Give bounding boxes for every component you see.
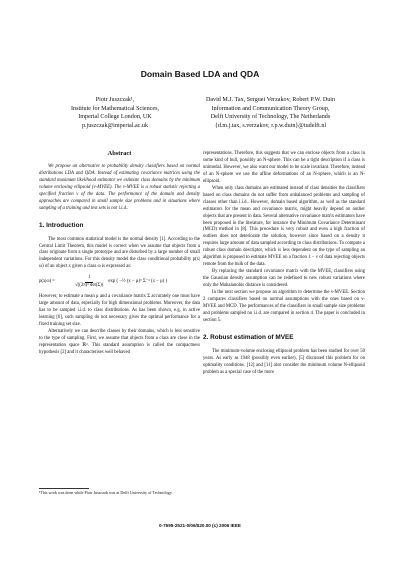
- author-email: p.juszczak@imperial.ac.uk: [81, 122, 148, 129]
- equation-denominator: √((2π)ᵈ det(Σ)): [75, 283, 104, 289]
- paper-title: Domain Based LDA and QDA: [140, 69, 260, 79]
- equation-lhs: p(x|ω) =: [39, 279, 56, 285]
- equation-fraction: [75, 275, 103, 290]
- footnote: ¹This work was done while Piotr Juszczak was at Delft University of Technology.: [39, 490, 173, 495]
- paragraph: When only class domains are estimated instead of class densities the classifiers based on class domains do not suffer from unbalanced problems and sampling of classes other than i.i.d.. However, domain based algorithm, as well as the standard estimators for the mean and covariance matrix, might heavily depend on outlier objects that are present in data. Several alternative covariance matrix estimators have been proposed in the literature, for instance the Minimum Covariance Determinant (MCD) method in [8]. This procedure is very robust and even a high fraction of outliers does not deteriorate the solution, however since based on a density it requires large amount of data sampled according to class distributions. To compute a robust class domain descriptor, which is less dependent on the type of sampling an algorithm is proposed to estimate MVEE on a fraction 1 − ν of data rejecting objects remote from the bulk of the data.: [203, 185, 365, 268]
- density-equation: [39, 275, 200, 290]
- paragraph: The minimum-volume enclosing ellipsoid problem has been studied for over 50 years. As early as 1948 (possibly even earlier), [5] discussed this problem for on optimality conditions. [12] and [11] also consider the minimum volume N-ellipsoid problem as a special case of the more: [203, 348, 365, 375]
- section-heading-introduction: 1. Introduction: [39, 221, 84, 229]
- author-affiliation: Information and Communication Theory Group,: [211, 105, 330, 112]
- abstract-heading: Abstract: [107, 150, 132, 157]
- equation-numerator: 1: [85, 275, 93, 283]
- paragraph: By replacing the standard covariance matrix with the MVEE, classifiers using the Gaussian density assumption can be redefined to new robust variations where only the Mahalanobis distance is considered.: [203, 269, 365, 289]
- right-column: [203, 151, 365, 377]
- abstract-text: We propose an alternative to probability density classifiers based on normal distributions LDA and QDA. Instead of estimating covariance matrices using the standard maximum likelihood estimator we estimate class domains by the minimum volume enclosing ellipsoid (ν-MVEE). The ν-MVEE is a robust statistic rejecting a specified fraction ν of the data. The performance of the domain and density approaches are compared in small sample size problems and in situations where sampling of a training and test sets is not i.i.d..: [39, 163, 200, 211]
- author-affiliation: Institute for Mathematical Sciences,: [71, 105, 159, 112]
- author-name: Piotr Juszczak¹,: [95, 97, 135, 103]
- paragraph: However, to estimate a mean μ and a covariance matrix Σ accurately one must have large amount of data, especially for high dimensional problems. Moreover, the data has to be sampled i.i.d. to class distributions. As has been shown, e.g. in active learning [6], such sampling do not necessary gives the optimal performance for a fixed training set size.: [39, 294, 200, 328]
- paragraph: In the next section we propose an algorithm to determine the ν-MVEE. Section 2 compares classifiers based on normal assumptions with the ones based on ν-MVEE and MCD. The performances of the classifiers in small sample size problems and problems sampled no i.i.d. are compared in section 4. The paper is concluded in section 5.: [203, 290, 365, 323]
- footnote-divider: [39, 488, 89, 489]
- paragraph: The most common statistical model is the normal density [1]. According to the Central Limit Theorem, this model is correct when we assume that objects from a class originate from a single prototype and are disturbed by a large number of small independent variations. For this density model the class conditional probability p(x|ω) of an object x given a class ω is expressed as:: [39, 236, 200, 270]
- author-block-2: [168, 96, 373, 130]
- section-heading-robust-mvee: 2. Robust estimation of MVEE: [203, 333, 294, 341]
- author-affiliation: Delft University of Technology, The Netherlands: [210, 114, 331, 121]
- author-name: David M.J. Tax, Serguei Verzakov, Robert P.W. Duin: [205, 97, 336, 103]
- paragraph: representations. Therefore, this suggests that we can enclose objects from a class in some kind of hull, possibly an N-sphere. This can be a tight description if a class is unimodal. However, we also want our model to be scale invariant. Therefore, instead of an N-sphere we use the affine deformations of an N-sphere, which is an N-ellipsoid.: [203, 151, 365, 184]
- author-email: {d.m.j.tax, s.verzakov, r.p.w.duin}@tudelft.nl: [214, 122, 327, 129]
- page-footer: 0-7695-2521-0/06/$20.00 (c) 2006 IEEE: [159, 523, 241, 528]
- author-affiliation: Imperial College London, UK: [78, 114, 152, 121]
- equation-rhs: exp ( −½ (x − μ)ᵀ Σ⁻¹ (x − μ) ): [108, 279, 168, 285]
- left-column: [39, 151, 200, 357]
- paragraph: Alternatively we can describe classes by their domains, which is less sensitive to the type of sampling. First, we assume that objects from a class are close in the representation space ℝᵈ. This standard assumption is called the compactness hypothesis [2] and it characterises well behaved: [39, 329, 200, 355]
